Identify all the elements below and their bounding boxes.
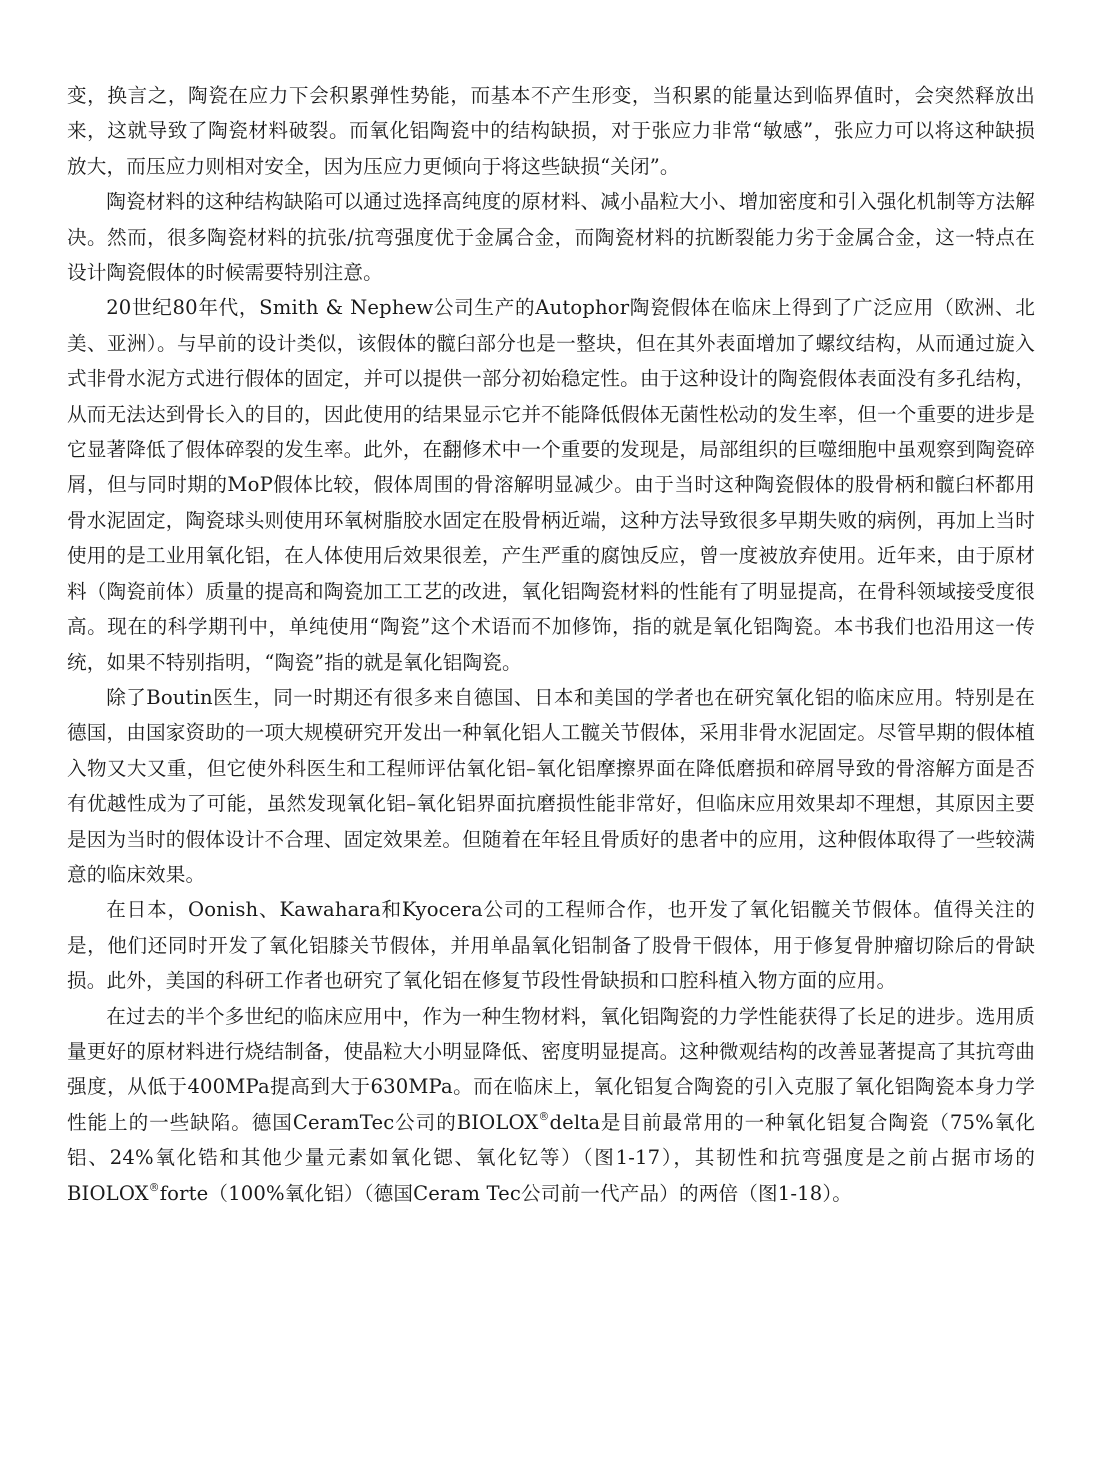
paragraph-text: 变，换言之，陶瓷在应力下会积累弹性势能，而基本不产生形变，当积累的能量达到临界值时，会突然释放出来，这就导致了陶瓷材料破裂。而氧化铝陶瓷中的结构缺损，对于张应力非常“敏感”，张应力可以将这种缺损放大，而压应力则相对安全，因为压应力更倾向于将这些缺损“关闭”。 — [67, 84, 1035, 178]
paragraph-text: 陶瓷材料的这种结构缺陷可以通过选择高纯度的原材料、减小晶粒大小、增加密度和引入强化机制等方法解决。然而，很多陶瓷材料的抗张/抗弯强度优于金属合金，而陶瓷材料的抗断裂能力劣于金属合金，这一特点在设计陶瓷假体的时候需要特别注意。 — [67, 190, 1035, 285]
registered-trademark-mark: ® — [148, 1180, 160, 1194]
document-body — [67, 78, 1035, 1211]
paragraph-text: 除了Boutin医生，同一时期还有很多来自德国、日本和美国的学者也在研究氧化铝的临床应用。特别是在德国，由国家资助的一项大规模研究开发出一种氧化铝人工髋关节假体，采用非骨水泥固定。尽管早期的假体植入物又大又重，但它使外科医生和工程师评估氧化铝–氧化铝摩擦界面在降低磨损和碎屑导致的骨溶解方面是否有优越性成为了可能，虽然发现氧化铝–氧化铝界面抗磨损性能非常好，但临床应用效果却不理想，其原因主要是因为当时的假体设计不合理、固定效果差。但随着在年轻且骨质好的患者中的应用，这种假体取得了一些较满意的临床效果。 — [67, 685, 1035, 886]
paragraph — [67, 184, 1035, 290]
paragraph — [67, 999, 1035, 1211]
paragraph — [67, 78, 1035, 184]
registered-trademark-mark: ® — [538, 1109, 550, 1123]
paragraph-text: 20世纪80年代，Smith & Nephew公司生产的Autophor陶瓷假体在临床上得到了广泛应用（欧洲、北美、亚洲）。与早前的设计类似，该假体的髋臼部分也是一整块，但在其外表面增加了螺纹结构，从而通过旋入式非骨水泥方式进行假体的固定，并可以提供一部分初始稳定性。由于这种设计的陶瓷假体表面没有多孔结构，从而无法达到骨长入的目的，因此使用的结果显示它并不能降低假体无菌性松动的发生率，但一个重要的进步是它显著降低了假体碎裂的发生率。此外，在翻修术中一个重要的发现是，局部组织的巨噬细胞中虽观察到陶瓷碎屑，但与同时期的MoP假体比较，假体周围的骨溶解明显减少。由于当时这种陶瓷假体的股骨柄和髋臼杯都用骨水泥固定，陶瓷球头则使用环氧树脂胶水固定在股骨柄近端，这种方法导致很多早期失败的病例，再加上当时使用的是工业用氧化铝，在人体使用后效果很差，产生严重的腐蚀反应，曾一度被放弃使用。近年来，由于原材料（陶瓷前体）质量的提高和陶瓷加工工艺的改进，氧化铝陶瓷材料的性能有了明显提高，在骨科领域接受度很高。现在的科学期刊中，单纯使用“陶瓷”这个术语而不加修饰，指的就是氧化铝陶瓷。本书我们也沿用这一传统，如果不特别指明，“陶瓷”指的就是氧化铝陶瓷。 — [67, 296, 1035, 674]
paragraph — [67, 290, 1035, 679]
paragraph-text: 在日本，Oonish、Kawahara和Kyocera公司的工程师合作，也开发了氧化铝髋关节假体。值得关注的是，他们还同时开发了氧化铝膝关节假体，并用单晶氧化铝制备了股骨干假体，用于修复骨肿瘤切除后的骨缺损。此外，美国的科研工作者也研究了氧化铝在修复节段性骨缺损和口腔科植入物方面的应用。 — [67, 898, 1035, 993]
paragraph-text: delta是目前最常用的一种氧化铝复合陶瓷（75%氧化铝、24%氧化锆和其他少量元素如氧化锶、氧化钇等）（图1-17），其韧性和抗弯强度是之前占据市场的BIOLOX — [67, 1110, 1035, 1205]
paragraph-text: 在过去的半个多世纪的临床应用中，作为一种生物材料，氧化铝陶瓷的力学性能获得了长足的进步。选用质量更好的原材料进行烧结制备，使晶粒大小明显降低、密度明显提高。这种微观结构的改善显著提高了其抗弯曲强度，从低于400MPa提高到大于630MPa。而在临床上，氧化铝复合陶瓷的引入克服了氧化铝陶瓷本身力学性能上的一些缺陷。德国CeramTec公司的BIOLOX — [67, 1004, 1035, 1134]
paragraph — [67, 892, 1035, 998]
paragraph-text: forte（100%氧化铝）（德国Ceram Tec公司前一代产品）的两倍（图1-18）。 — [159, 1181, 853, 1205]
paragraph — [67, 680, 1035, 892]
